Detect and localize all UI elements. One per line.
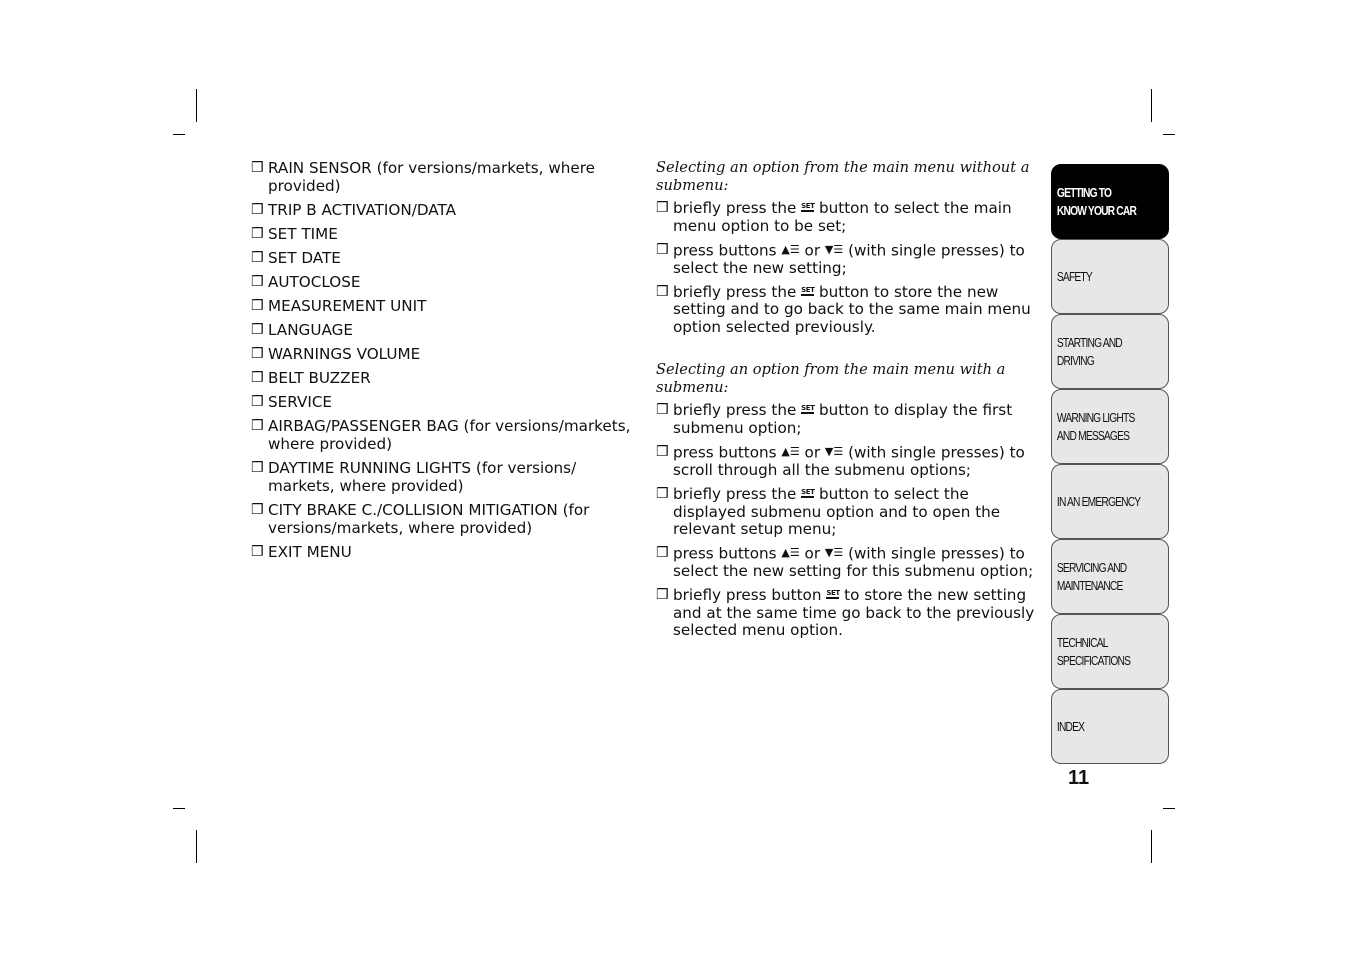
set-button-icon: SET: [826, 589, 840, 598]
down-arrow-button-icon: ▼☰: [824, 445, 844, 459]
crop-mark: [196, 89, 197, 122]
crop-mark: [1163, 808, 1175, 809]
menu-option-item: [251, 501, 636, 537]
crop-mark: [173, 134, 185, 135]
instruction-text: press buttons: [673, 544, 782, 563]
chapter-tab[interactable]: [1051, 464, 1169, 539]
crop-mark: [1163, 134, 1175, 135]
instructions-column: [656, 159, 1041, 647]
chapter-tab[interactable]: [1051, 539, 1169, 614]
page-number: 11: [1068, 767, 1090, 789]
down-arrow-button-icon: ▼☰: [824, 242, 844, 256]
section-heading-with-submenu: Selecting an option from the main menu with a submenu:: [656, 361, 1006, 396]
menu-option-name: WARNINGS VOLUME: [268, 345, 421, 363]
instruction-text: button to select the displayed submenu option and to open the relevant setup menu;: [673, 485, 1001, 539]
menu-option-name: AUTOCLOSE: [268, 273, 361, 291]
checkbox-icon: ❒: [251, 370, 264, 386]
menu-option-note: (for versions/markets, where provided): [268, 159, 595, 195]
instruction-text: to store the new setting and at the same time go back to the previously selected menu option.: [673, 586, 1035, 640]
up-arrow-button-icon: ▲☰: [781, 445, 800, 459]
menu-option-name: SET TIME: [268, 225, 338, 243]
menu-option-note: (for versions/markets, where provided): [268, 417, 631, 453]
checkbox-icon: ❒: [656, 402, 669, 419]
instruction-text: (with single presses) to select the new setting for this submenu option;: [673, 544, 1034, 581]
instruction-item: [656, 200, 1041, 235]
instruction-text: button to store the new setting and to go back to the same main menu option selected previously.: [673, 282, 1031, 337]
checkbox-icon: ❒: [656, 486, 669, 502]
instruction-item: [656, 587, 1041, 640]
menu-option-item: [251, 159, 636, 195]
chapter-tab[interactable]: [1051, 239, 1169, 314]
checkbox-icon: ❒: [251, 322, 264, 338]
menu-option-name: RAIN SENSOR: [268, 159, 372, 177]
menu-option-name: AIRBAG/PASSENGER BAG: [268, 417, 459, 435]
down-arrow-button-icon: ▼☰: [824, 546, 844, 560]
menu-option-item: [251, 297, 636, 315]
checkbox-icon: ❒: [251, 502, 264, 518]
crop-mark: [1151, 830, 1152, 863]
instruction-text: or: [799, 544, 825, 563]
checkbox-icon: ❒: [656, 283, 669, 300]
checkbox-icon: ❒: [656, 241, 669, 258]
set-button-icon: SET: [801, 404, 815, 413]
instruction-text: briefly press button: [673, 586, 827, 605]
checkbox-icon: ❒: [251, 160, 264, 176]
up-arrow-button-icon: ▲☰: [781, 546, 800, 560]
menu-option-note: (for versions/ markets, where provided): [268, 459, 577, 495]
checkbox-icon: ❒: [251, 202, 264, 218]
menu-option-note: (for versions/markets, where provided): [268, 501, 590, 537]
set-button-icon: SET: [801, 488, 815, 496]
menu-option-item: [251, 345, 636, 363]
checkbox-icon: ❒: [251, 274, 264, 290]
instruction-text: button to display the first submenu option;: [673, 401, 1013, 437]
checkbox-icon: ❒: [251, 460, 264, 476]
checkbox-icon: ❒: [251, 418, 264, 434]
instruction-text: press buttons: [673, 241, 782, 260]
menu-option-name: EXIT MENU: [268, 543, 352, 561]
chapter-tab[interactable]: [1051, 689, 1169, 764]
chapter-tab-label: IN AN EMERGENCY: [1056, 494, 1141, 509]
chapter-tab[interactable]: [1051, 389, 1169, 464]
instruction-text: briefly press the: [673, 485, 802, 503]
menu-option-item: [251, 543, 636, 561]
menu-option-name: SERVICE: [268, 393, 333, 411]
crop-mark: [196, 830, 197, 863]
checkbox-icon: ❒: [656, 200, 669, 217]
section-heading-without-submenu: Selecting an option from the main menu without a submenu:: [656, 159, 1030, 194]
crop-mark: [1151, 89, 1152, 122]
chapter-tab-label: GETTING TO KNOW YOUR CAR: [1056, 185, 1137, 218]
menu-option-item: [251, 249, 636, 267]
menu-option-item: [251, 417, 636, 453]
chapter-tab-label: TECHNICAL SPECIFICATIONS: [1056, 635, 1131, 668]
menu-option-name: CITY BRAKE C./COLLISION MITIGATION: [268, 501, 558, 519]
instruction-item: [656, 545, 1041, 580]
chapter-tab-label: WARNING LIGHTS AND MESSAGES: [1056, 410, 1135, 443]
crop-mark: [173, 808, 185, 809]
menu-option-item: [251, 369, 636, 387]
chapter-tab[interactable]: [1051, 164, 1169, 239]
chapter-tab-label: SERVICING AND MAINTENANCE: [1056, 560, 1127, 593]
checkbox-icon: ❒: [251, 250, 264, 266]
chapter-tab-label: INDEX: [1056, 719, 1085, 734]
menu-option-name: MEASUREMENT UNIT: [268, 297, 427, 315]
menu-option-item: [251, 393, 636, 411]
instruction-text: or: [799, 443, 825, 462]
instruction-text: press buttons: [673, 443, 782, 462]
checkbox-icon: ❒: [251, 226, 264, 242]
checkbox-icon: ❒: [656, 444, 669, 461]
chapter-tab[interactable]: [1051, 314, 1169, 389]
up-arrow-button-icon: ▲☰: [781, 242, 800, 256]
menu-option-item: [251, 201, 636, 219]
menu-option-name: LANGUAGE: [268, 321, 353, 339]
menu-option-name: SET DATE: [268, 249, 341, 267]
chapter-tab[interactable]: [1051, 614, 1169, 689]
menu-option-name: TRIP B ACTIVATION/DATA: [268, 201, 456, 219]
checkbox-icon: ❒: [656, 587, 669, 604]
menu-option-item: [251, 273, 636, 291]
instruction-text: briefly press the: [673, 282, 802, 301]
checkbox-icon: ❒: [251, 298, 264, 314]
instruction-text: button to select the main menu option to be set;: [673, 199, 1012, 235]
instruction-list-without-submenu: [656, 200, 1041, 336]
instruction-item: [656, 284, 1041, 337]
checkbox-icon: ❒: [656, 545, 669, 562]
menu-option-item: [251, 459, 636, 495]
instruction-item: [656, 242, 1041, 277]
menu-option-item: [251, 225, 636, 243]
instruction-text: (with single presses) to select the new setting;: [673, 241, 1025, 277]
menu-option-list: [251, 159, 636, 567]
menu-option-name: DAYTIME RUNNING LIGHTS: [268, 459, 472, 477]
checkbox-icon: ❒: [251, 394, 264, 410]
instruction-text: briefly press the: [673, 199, 802, 218]
checkbox-icon: ❒: [251, 544, 264, 560]
checkbox-icon: ❒: [251, 346, 264, 362]
instruction-item: [656, 444, 1041, 479]
instruction-text: or: [799, 241, 825, 260]
set-button-icon: SET: [801, 285, 815, 294]
chapter-tab-label: STARTING AND DRIVING: [1056, 335, 1122, 368]
instruction-text: (with single presses) to scroll through all the submenu options;: [673, 443, 1025, 479]
menu-option-name: BELT BUZZER: [268, 369, 371, 387]
menu-option-item: [251, 321, 636, 339]
instruction-list-with-submenu: [656, 402, 1041, 640]
set-button-icon: SET: [801, 202, 815, 211]
instruction-item: [656, 402, 1041, 437]
instruction-item: [656, 486, 1041, 539]
instruction-text: briefly press the: [673, 401, 802, 420]
chapter-tab-label: SAFETY: [1056, 269, 1092, 284]
